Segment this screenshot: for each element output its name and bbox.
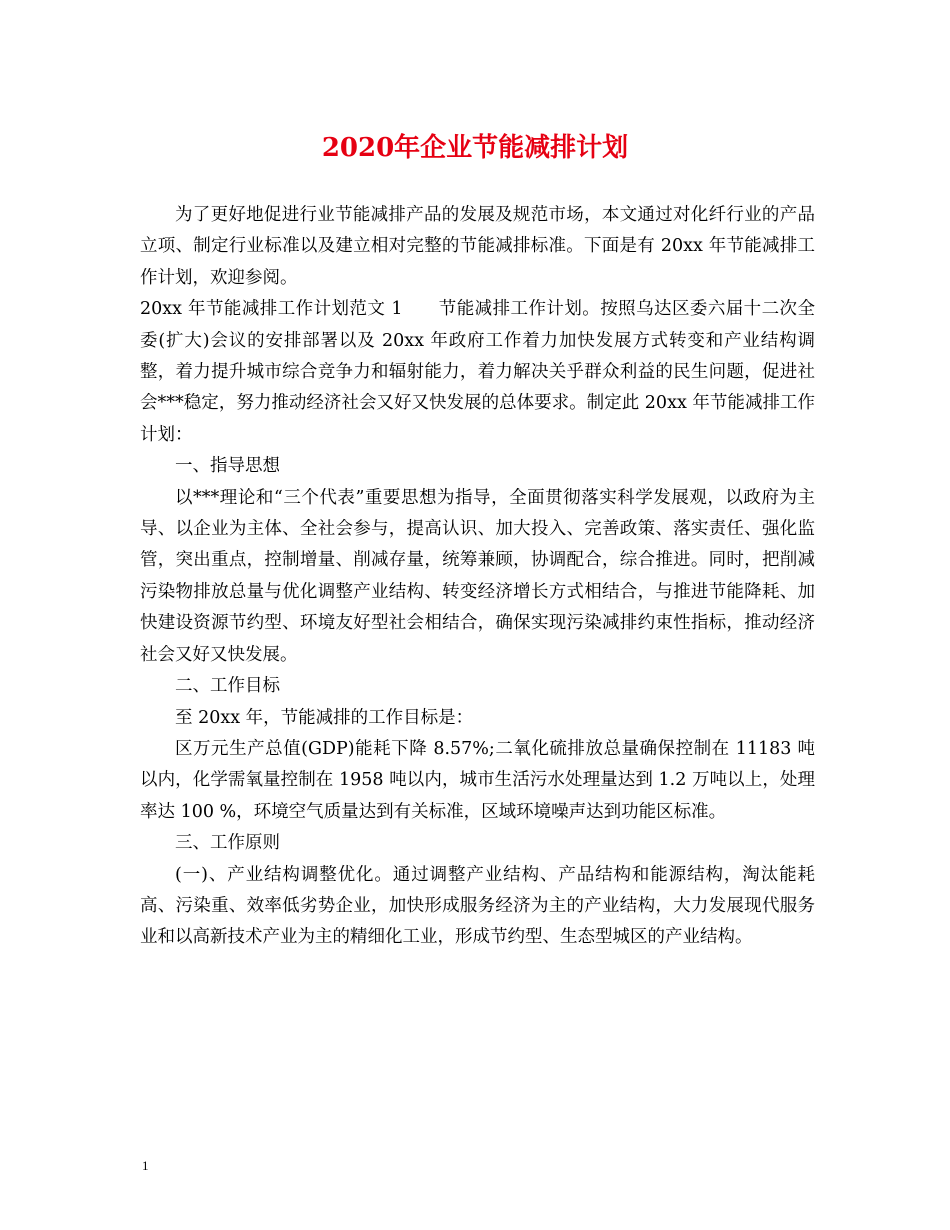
section-heading-guiding-ideology: 一、指导思想 <box>175 456 280 477</box>
section-heading-work-goals: 二、工作目标 <box>175 676 280 697</box>
document-body <box>140 200 815 954</box>
intro-paragraph: 为了更好地促进行业节能减排产品的发展及规范市场，本文通过对化纤行业的产品立项、制定行业标准以及建立相对完整的节能减排标准。下面是有 20xx 年节能减排工作计划，欢迎参阅。 <box>140 205 815 288</box>
work-goals-intro: 至 20xx 年，节能减排的工作目标是： <box>175 707 474 728</box>
page-number: 1 <box>142 1158 149 1173</box>
work-principles-paragraph: (一)、产业结构调整优化。通过调整产业结构、产品结构和能源结构，淘汰能耗高、污染重、效率低劣势企业，加快形成服务经济为主的产业结构，大力发展现代服务业和以高新技术产业为主的精细化工业，形成节约型、生态型城区的产业结构。 <box>140 864 815 948</box>
guiding-ideology-paragraph: 以***理论和“三个代表”重要思想为指导，全面贯彻落实科学发展观，以政府为主导、以企业为主体、全社会参与，提高认识、加大投入、完善政策、落实责任、强化监管，突出重点，控制增量、削减存量，统筹兼顾，协调配合，综合推进。同时，把削减污染物排放总量与优化调整产业结构、转变经济增长方式相结合，与推进节能降耗、加快建设资源节约型、环境友好型社会相结合，确保实现污染减排约束性指标，推动经济社会又好又快发展。 <box>140 487 815 665</box>
document-title: 2020年企业节能减排计划 <box>321 133 629 163</box>
work-goals-paragraph: 区万元生产总值(GDP)能耗下降 8.57%;二氧化硫排放总量确保控制在 11183 吨以内，化学需氧量控制在 1958 吨以内，城市生活污水处理量达到 1.2 万吨以上，处理率达 100 %，环境空气质量达到有关标准，区域环境噪声达到功能区标准。 <box>140 738 815 822</box>
section-heading-work-principles: 三、工作原则 <box>175 833 280 854</box>
plan-intro-paragraph: 20xx 年节能减排工作计划范文 1 节能减排工作计划。按照乌达区委六届十二次全委(扩大)会议的安排部署以及 20xx 年政府工作着力加快发展方式转变和产业结构调整，着力提升城市综合竞争力和辐射能力，着力解决关乎群众利益的民生问题，促进社会***稳定，努力推动经济社会又好又快发展的总体要求。制定此 20xx 年节能减排工作计划： <box>140 299 815 445</box>
